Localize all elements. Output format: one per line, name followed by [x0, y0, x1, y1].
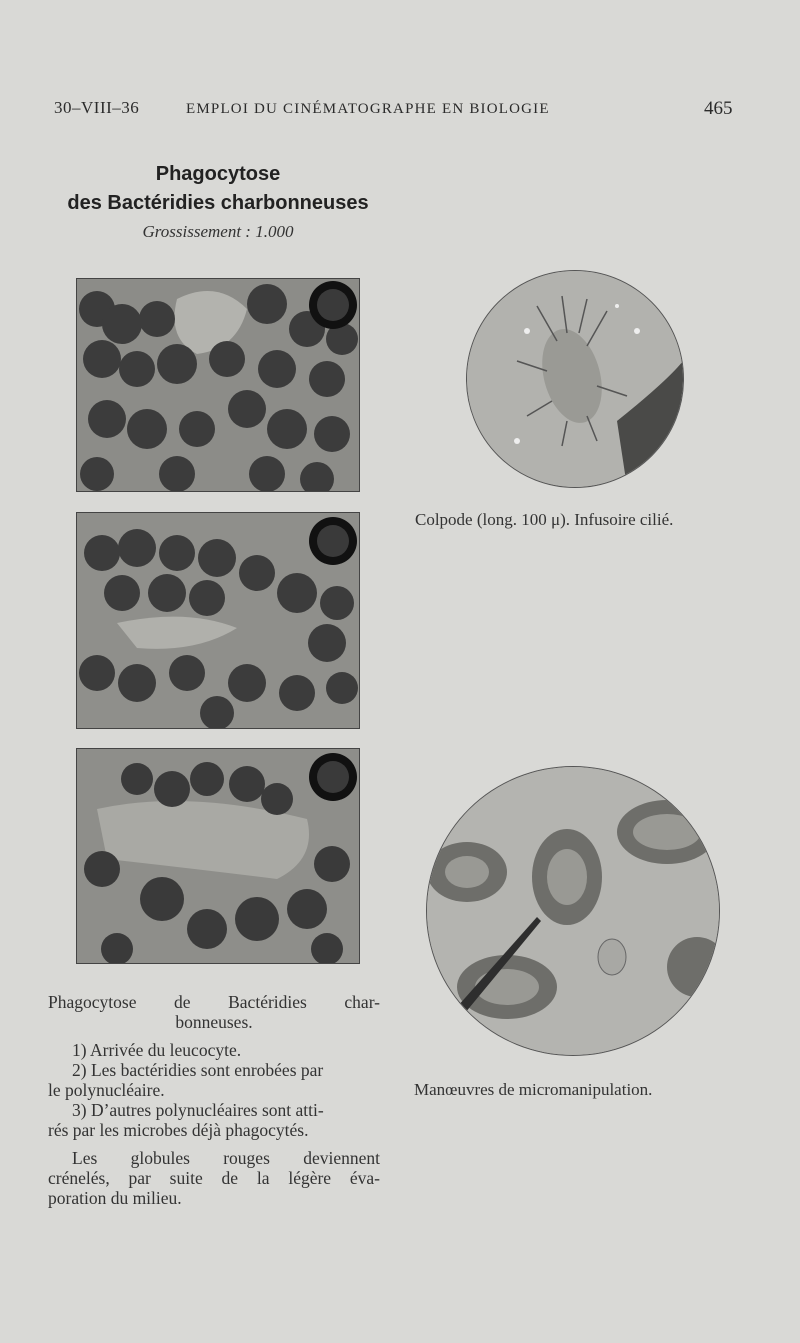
section-title-line-2: des Bactéridies charbonneuses [67, 192, 369, 214]
micrograph-bacteria-engulfed [76, 512, 360, 729]
caption-item-1: 1) Arrivée du leucocyte. [72, 1040, 242, 1060]
micromanipulation-caption: Manœuvres de micromanipulation. [414, 1080, 653, 1099]
caption-note: Les globules rouges deviennent [72, 1148, 380, 1168]
running-header [0, 98, 800, 122]
section-title-line-1: Phagocytose [155, 163, 281, 185]
micromanipulation-micrograph-icon [427, 767, 719, 1055]
micrograph-arrival-leucocyte [76, 278, 360, 492]
micromanipulation-micrograph [426, 766, 720, 1056]
caption-item-2: 2) Les bactéridies sont enrobées par [72, 1060, 324, 1080]
header-title: EMPLOI DU CINÉMATOGRAPHE EN BIOLOGIE [186, 101, 550, 117]
blood-cells-micrograph-icon [77, 513, 359, 728]
caption-note-end: poration du milieu. [48, 1188, 182, 1208]
section-title [60, 160, 376, 218]
ciliate-micrograph-icon [467, 271, 683, 487]
caption-item-2-cont: le polynucléaire. [48, 1080, 165, 1100]
blood-cells-micrograph-icon [77, 749, 359, 963]
header-date: 30–VIII–36 [54, 98, 140, 117]
caption-line: Phagocytose de Bactéridies char- [48, 992, 380, 1012]
micrograph-polynuclear-attracted [76, 748, 360, 964]
phagocytose-caption [48, 992, 380, 1208]
caption-item-3: 3) D’autres polynucléaires sont atti- [72, 1100, 324, 1120]
colpode-micrograph [466, 270, 684, 488]
caption-line: bonneuses. [175, 1012, 253, 1032]
magnification-label: Grossissement : 1.000 [142, 222, 294, 241]
colpode-caption: Colpode (long. 100 μ). Infusoire cilié. [415, 510, 674, 529]
caption-item-3-cont: rés par les microbes déjà phagocytés. [48, 1120, 309, 1140]
page-number: 465 [704, 98, 733, 119]
caption-note-cont: crénelés, par suite de la légère éva- [48, 1168, 380, 1188]
blood-cells-micrograph-icon [77, 279, 359, 491]
